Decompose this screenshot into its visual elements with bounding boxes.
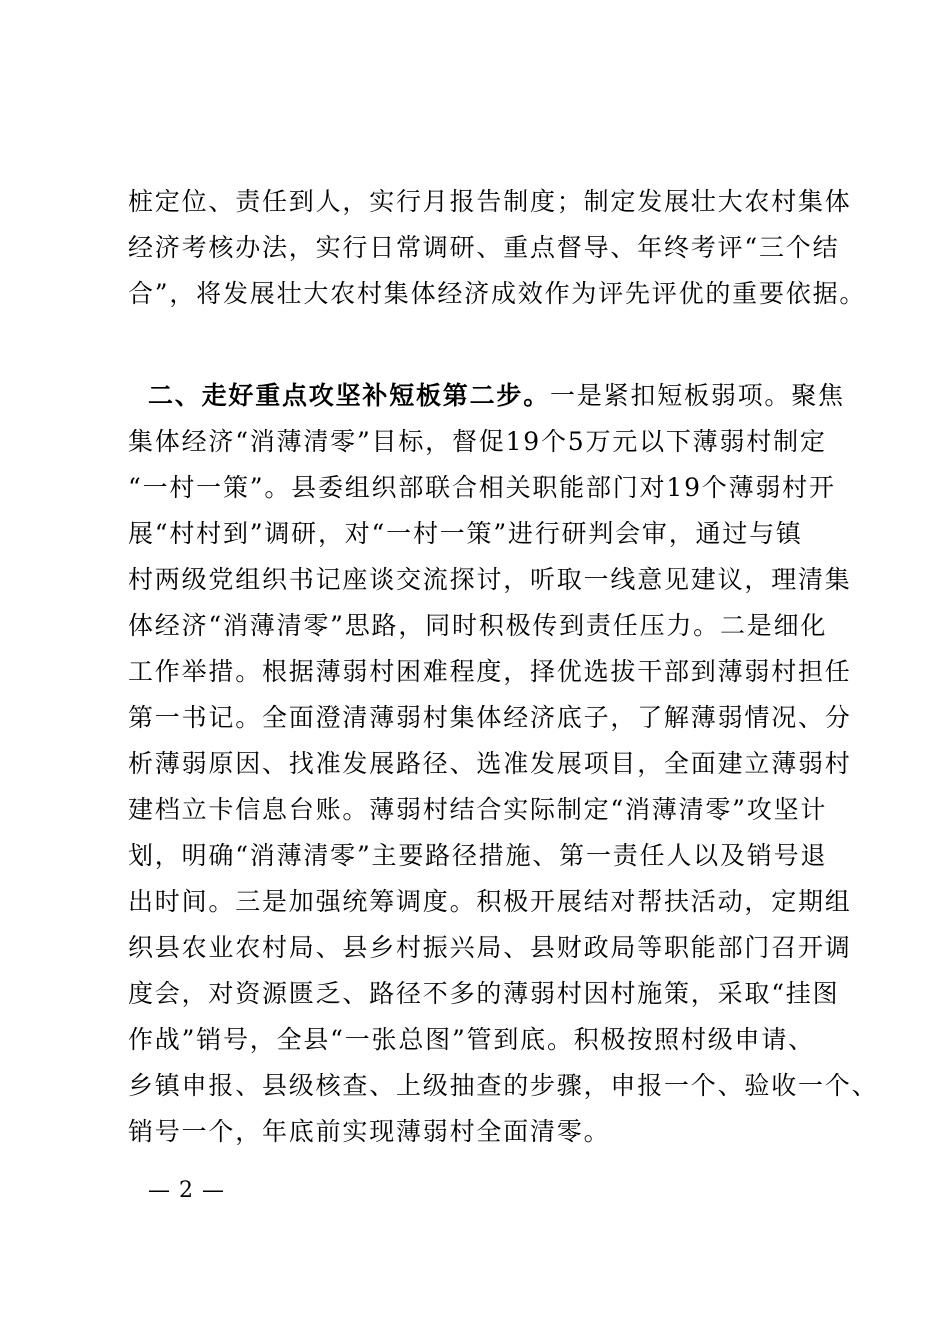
paragraph2-first-line [148,376,848,416]
paragraph1-line-3: 合”，将发展壮大农村集体经济成效作为评先评优的重要依据。 [128,279,867,308]
paragraph2-first-line-text: 一是紧扣短板弱项。聚焦 [550,381,845,410]
paragraph2-line-17: 销号一个，年底前实现薄弱村全面清零。 [128,1117,611,1146]
section-heading: 二、走好重点攻坚补短板第二步。 [148,381,551,410]
paragraph2-line-8: 第一书记。全面澄清薄弱村集体经济底子，了解薄弱情况、分 [128,703,852,732]
paragraph2-line-9: 析薄弱原因、找准发展路径、选准发展项目，全面建立薄弱村 [128,749,852,778]
paragraph2-line-12: 出时间。三是加强统筹调度。积极开展结对帮扶活动，定期组 [128,887,852,916]
paragraph1-line-2: 经济考核办法，实行日常调研、重点督导、年终考评“三个结 [128,233,840,262]
paragraph2-line-6: 体经济“消薄清零”思路，同时积极传到责任压力。二是细化 [128,611,828,640]
paragraph2-line-16: 乡镇申报、县级核查、上级抽查的步骤，申报一个、验收一个、 [128,1071,879,1100]
paragraph2-line-5: 村两级党组织书记座谈交流探讨，听取一线意见建议，理清集 [128,565,852,594]
paragraph2-line-3: “一村一策”。县委组织部联合相关职能部门对19个薄弱村开 [128,473,836,502]
paragraph2-line-2: 集体经济“消薄清零”目标，督促19个5万元以下薄弱村制定 [128,427,827,456]
paragraph1-line-1: 桩定位、责任到人，实行月报告制度；制定发展壮大农村集体 [128,187,852,216]
paragraph2-line-15: 作战”销号，全县“一张总图”管到底。积极按照村级申请、 [128,1025,815,1054]
paragraph2-line-13: 织县农业农村局、县乡村振兴局、县财政局等职能部门召开调 [128,933,852,962]
paragraph2-line-4: 展“村村到”调研，对“一村一策”进行研判会审，通过与镇 [128,519,803,548]
paragraph2-line-11: 划，明确“消薄清零”主要路径措施、第一责任人以及销号退 [128,841,828,870]
paragraph2-line-7: 工作举措。根据薄弱村困难程度，择优选拔干部到薄弱村担任 [128,657,852,686]
paragraph2-line-14: 度会，对资源匮乏、路径不多的薄弱村因村施策，采取“挂图 [128,979,840,1008]
page-number: — 2 — [148,1178,225,1203]
paragraph2-line-10: 建档立卡信息台账。薄弱村结合实际制定“消薄清零”攻坚计 [128,795,828,824]
